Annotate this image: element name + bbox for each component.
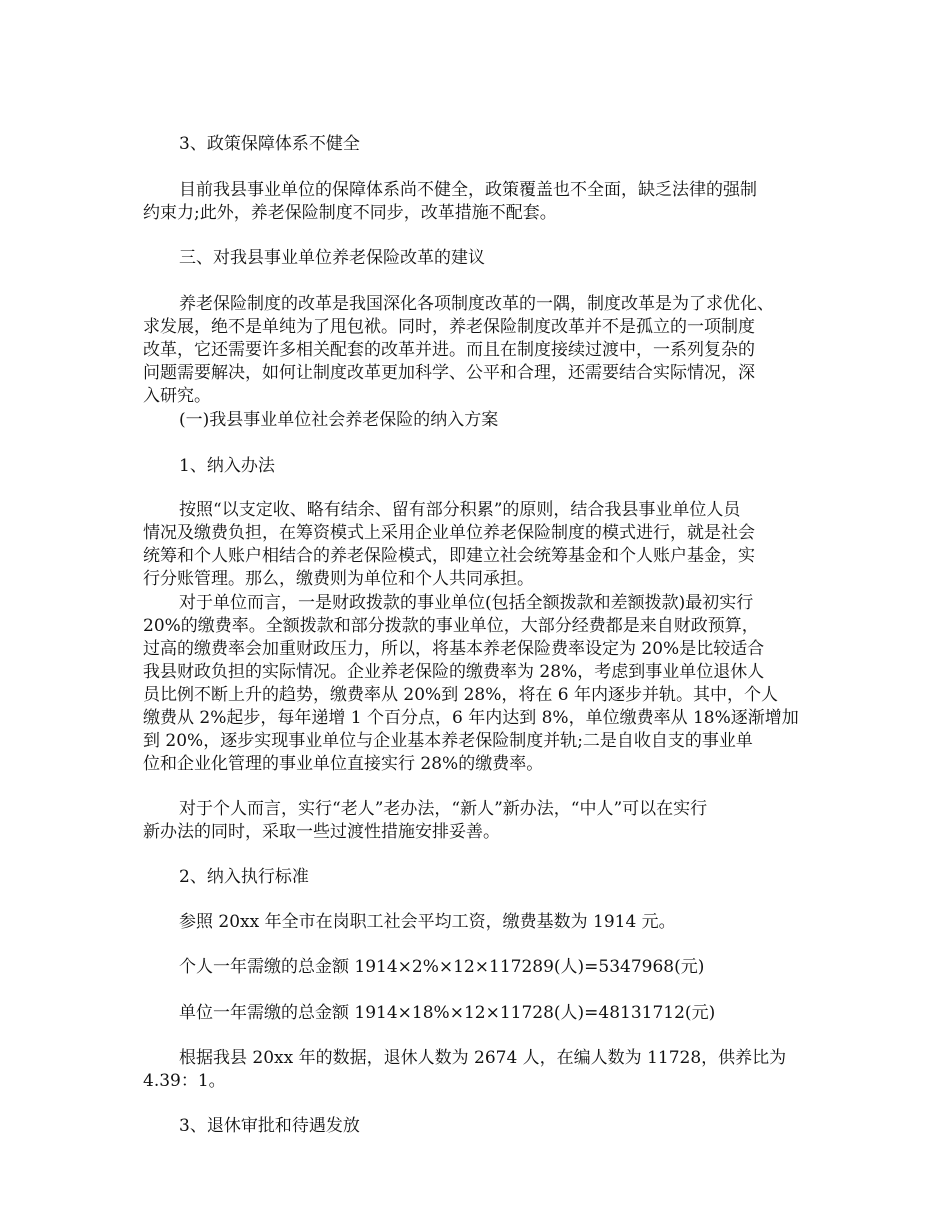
text-line: 位和企业化管理的事业单位直接实行 28%的缴费率。	[143, 754, 544, 774]
text-line: 我县财政负担的实际情况。企业养老保险的缴费率为 28%，考虑到事业单位退休人	[143, 662, 765, 682]
text-line: 对于单位而言，一是财政拨款的事业单位(包括全额拨款和差额拨款)最初实行	[179, 593, 754, 613]
text-line: 个人一年需缴的总金额 1914×2%×12×117289(人)=5347968(元)	[179, 957, 705, 977]
text-line: 过高的缴费率会加重财政压力，所以，将基本养老保险费率设定为 20%是比较适合	[143, 639, 765, 659]
text-line: 缴费从 2%起步，每年递增 1 个百分点，6 年内达到 8%，单位缴费率从 18%逐渐增加	[143, 708, 799, 728]
section-heading-suggestions	[143, 247, 833, 270]
text-line: 按照“以支定收、略有结余、留有部分积累”的原则，结合我县事业单位人员	[179, 500, 741, 520]
paragraph-policy-desc	[143, 179, 833, 225]
text-line: 统筹和个人账户相结合的养老保险模式，即建立社会统筹基金和个人账户基金，实	[143, 546, 755, 566]
text-line: 目前我县事业单位的保障体系尚不健全，政策覆盖也不全面，缺乏法律的强制	[179, 180, 757, 200]
text-line: 根据我县 20xx 年的数据，退休人数为 2674 人，在编人数为 11728，供养比为	[179, 1048, 787, 1068]
text-line: 三、对我县事业单位养老保险改革的建议	[179, 248, 485, 268]
paragraph-unit-total	[143, 1002, 833, 1025]
text-line: 养老保险制度的改革是我国深化各项制度改革的一隅，制度改革是为了求优化、	[179, 294, 774, 314]
text-line: 改革，它还需要许多相关配套的改革并进。而且在制度接续过渡中，一系列复杂的	[143, 340, 755, 360]
text-line: 到 20%，逐步实现事业单位与企业基本养老保险制度并轨;二是自收自支的事业单	[143, 731, 753, 751]
text-line: (一)我县事业单位社会养老保险的纳入方案	[179, 410, 499, 430]
text-line: 求发展，绝不是单纯为了甩包袱。同时，养老保险制度改革并不是孤立的一项制度	[143, 317, 755, 337]
text-line: 员比例不断上升的趋势，缴费率从 20%到 28%，将在 6 年内逐步并轨。其中，个人	[143, 685, 779, 705]
text-line: 约束力;此外，养老保险制度不同步，改革措施不配套。	[143, 203, 557, 223]
section-heading-method	[143, 455, 833, 478]
text-line: 对于个人而言，实行“老人”老办法，“新人”新办法，“中人”可以在实行	[179, 799, 708, 819]
section-heading-policy	[143, 133, 833, 156]
section-heading-plan	[143, 409, 833, 432]
paragraph-base-salary	[143, 911, 833, 934]
text-line: 2、纳入执行标准	[179, 867, 309, 887]
text-line: 入研究。	[143, 386, 211, 406]
section-heading-retirement	[143, 1115, 833, 1138]
text-line: 4.39：1。	[143, 1071, 226, 1091]
paragraph-method-desc	[143, 499, 833, 591]
paragraph-unit-rates	[143, 592, 833, 776]
text-line: 3、退休审批和待遇发放	[179, 1116, 360, 1136]
section-heading-standard	[143, 866, 833, 889]
text-line: 1、纳入办法	[179, 456, 275, 476]
text-line: 20%的缴费率。全额拨款和部分拨款的事业单位，大部分经费都是来自财政预算，	[143, 616, 759, 636]
paragraph-dependency-ratio	[143, 1047, 833, 1093]
text-line: 单位一年需缴的总金额 1914×18%×12×11728(人)=48131712(元)	[179, 1003, 716, 1023]
text-line: 行分账管理。那么，缴费则为单位和个人共同承担。	[143, 569, 534, 589]
paragraph-individual-total	[143, 956, 833, 979]
paragraph-reform-intro	[143, 293, 833, 408]
text-line: 情况及缴费负担，在筹资模式上采用企业单位养老保险制度的模式进行，就是社会	[143, 523, 755, 543]
paragraph-individual	[143, 798, 833, 844]
text-line: 新办法的同时，采取一些过渡性措施安排妥善。	[143, 822, 500, 842]
text-line: 参照 20xx 年全市在岗职工社会平均工资，缴费基数为 1914 元。	[179, 912, 676, 932]
text-line: 问题需要解决，如何让制度改革更加科学、公平和合理，还需要结合实际情况，深	[143, 363, 755, 383]
text-line: 3、政策保障体系不健全	[179, 134, 360, 154]
